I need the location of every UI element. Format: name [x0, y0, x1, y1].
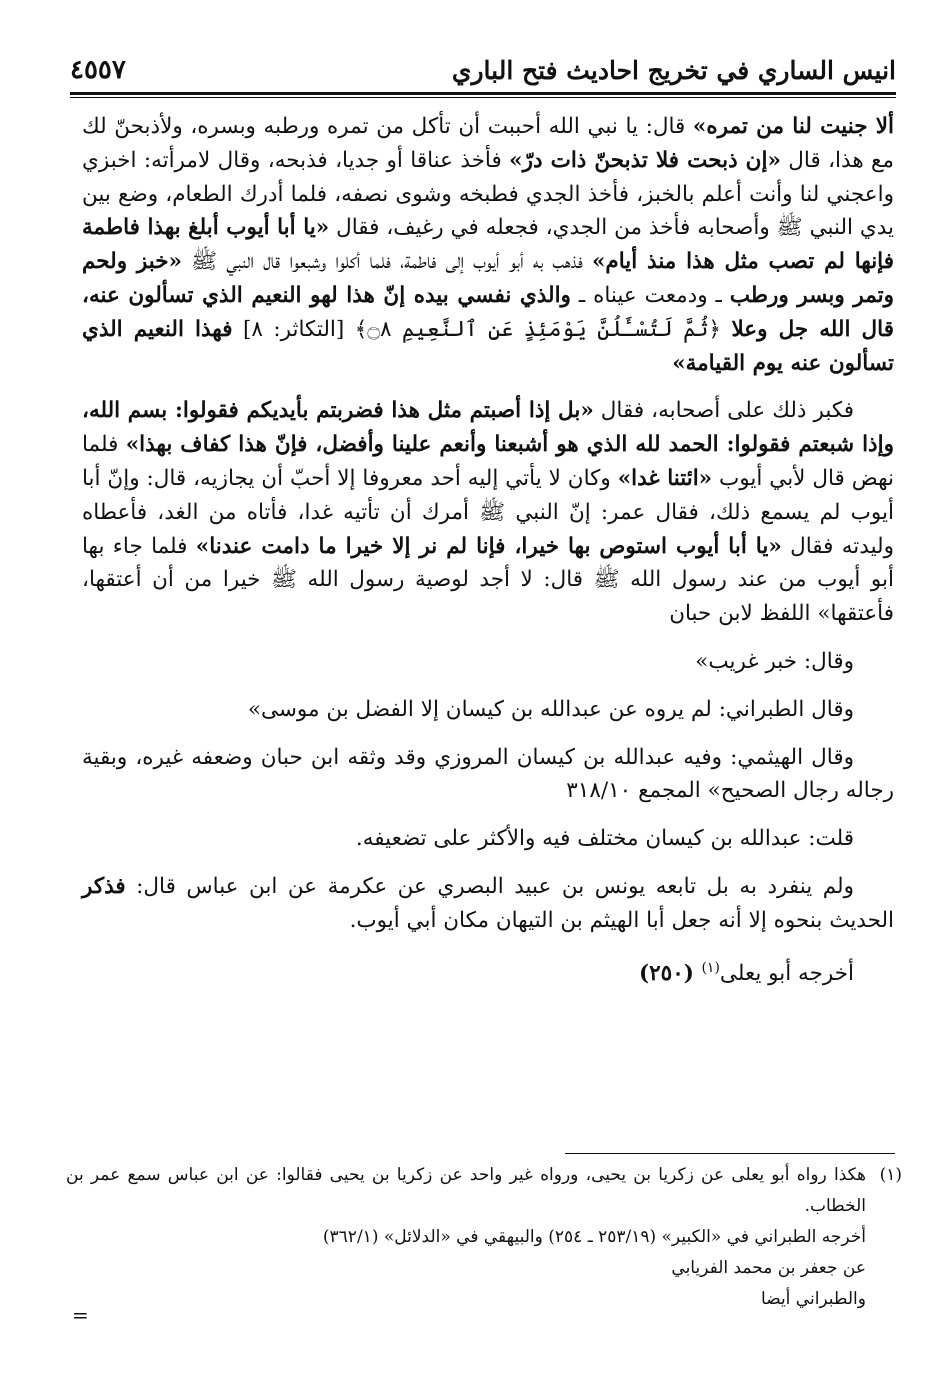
emphasis-text: فذكر	[82, 873, 126, 899]
narration-text: ولم ينفرد به بل تابعه يونس بن عبيد البصري عن عكرمة عن ابن عباس قال:	[125, 873, 854, 899]
footnote-line: والطبراني أيضا	[761, 1289, 866, 1309]
paragraph-8	[82, 952, 894, 991]
page-number: ٤٥٥٧	[70, 55, 126, 85]
hadith-text: «خبز ولحم وتمر وبسر ورطب	[82, 249, 895, 308]
footnote-text: هكذا رواه أبو يعلى عن زكريا بن يحيى، ورواه غير واحد عن زكريا بن يحيى فقالوا: عن ابن عباس سمع عمر بن الخطاب.	[66, 1165, 866, 1216]
main-text	[82, 110, 894, 990]
narration-text: الحديث بنحوه إلا أنه جعل أبا الهيثم بن التيهان مكان أبي أيوب.	[349, 907, 894, 933]
hadith-text: «بل إذا أصبتم مثل هذا فضربتم بأيديكم فقولوا: بسم الله، وإذا شبعتم فقولوا: الحمد لله الذي هو أشبعنا وأنعم علينا وأفضل، فإنّ هذا كفاف بهذا»	[82, 398, 894, 458]
narration-text: قال: يا نبي الله أحببت أن تأكل من تمره ورطبه وبسره، ولأذبحنّ لك مع هذا، قال	[82, 114, 894, 173]
paragraph-4: وقال الطبراني: لم يروه عن عبدالله بن كيسان إلا الفضل بن موسى»	[247, 696, 854, 722]
hadith-text: «يا أبا أيوب أبلغ بهذا فاطمة فإنها لم تصب مثل هذا منذ أيام»	[82, 215, 895, 275]
narration-text: فكبر ذلك على أصحابه، فقال	[593, 398, 854, 424]
paragraph-6: قلت: عبدالله بن كيسان مختلف فيه والأكثر على تضعيفه.	[355, 826, 854, 852]
hadith-number: (٢٥٠)	[638, 960, 702, 986]
header-rule-thin	[70, 97, 896, 98]
header-rule-thick	[70, 92, 896, 95]
hadith-text: «يا أبا أيوب استوص بها خيرا، فإنا لم نر إلا خيرا ما دامت عندنا»	[195, 533, 782, 559]
running-title: انيس الساري في تخريج احاديث فتح الباري	[451, 55, 896, 85]
paragraph-1	[82, 110, 894, 380]
footnote-line: عن جعفر بن محمد الفريابي	[671, 1258, 866, 1278]
verse-reference: [التكاثر: ٨]	[232, 316, 345, 342]
narration-text: فلما جاء بها أبو أيوب من عند رسول الله ﷺ قال: لا أجد لوصية رسول الله ﷺ خيرا من أن أعتقها، فأعتقها» اللفظ لابن حبان	[82, 533, 894, 627]
footnote-separator	[565, 1153, 895, 1154]
margin-mark: =	[72, 1303, 89, 1327]
quran-verse: ﴿ثُمَّ لَتُسْـَٔلُنَّ يَوْمَئِذٍ عَنِ ٱلنَّعِيمِ ۝٨﴾	[344, 316, 732, 342]
footnotes	[66, 1160, 902, 1315]
narration-text: فأخذ عناقا أو جديا، فذبحه، وقال لامرأته: اخبزي واعجني لنا وأنت أعلم بالخبز، فأخذ الجدي فطبخه وشوى نصفه، فلما أدرك الطعام، وضع بين يدي النبي ﷺ وأصحابه فأخذ من الجدي، فجعله في رغيف، فقال	[82, 147, 894, 241]
paragraph-5: وقال الهيثمي: وفيه عبدالله بن كيسان المروزي وقد وثقه ابن حبان وضعفه غيره، وبقية رجاله رجال الصحيح» المجمع ٣١٨/١٠	[82, 744, 894, 804]
footnote-ref[interactable]: (١)	[701, 959, 720, 976]
footnote-number: (١)	[879, 1165, 902, 1185]
hadith-text: فهذا النعيم الذي تسألون عنه يوم القيامة»	[82, 316, 894, 376]
paragraph-7	[82, 870, 894, 938]
paragraph-2	[82, 394, 894, 631]
narration-text: أخرجه أبو يعلى	[719, 960, 854, 986]
hadith-text: «ائتنا غدا»	[617, 465, 713, 491]
footnote-line: أخرجه الطبراني في «الكبير» (٢٥٣/١٩ ـ ٢٥٤) والبيهقي في «الدلائل» (٣٦٢/١)	[322, 1227, 866, 1247]
footnote-1	[66, 1160, 902, 1222]
narration-text: فذهب به أبو أيوب إلى فاطمة، فلما أكلوا وشبعوا قال النبي ﷺ	[182, 249, 592, 275]
hadith-text: «إن ذبحت فلا تذبحنّ ذات درّ»	[509, 147, 781, 173]
narration-text: ـ ودمعت عيناه ـ	[570, 282, 730, 308]
hadith-text: والذي نفسي بيده إنّ هذا لهو النعيم الذي تسألون عنه، قال الله جل وعلا	[82, 282, 895, 342]
narration-text: فلما نهض قال لأبي أيوب	[82, 432, 894, 491]
narration-text: وكان لا يأتي إليه أحد معروفا إلا أحبّ أن يجازيه، قال: وإنّ أبا أيوب لم يسمع ذلك، فقال عمر: إنّ النبي ﷺ أمرك أن تأتيه غدا، فأتاه من الغد، فأعطاه وليدته فقال	[82, 465, 894, 559]
hadith-text: ألا جنيت لنا من تمره»	[692, 114, 894, 139]
paragraph-3: وقال: خبر غريب»	[695, 648, 854, 674]
page-header	[70, 50, 896, 90]
